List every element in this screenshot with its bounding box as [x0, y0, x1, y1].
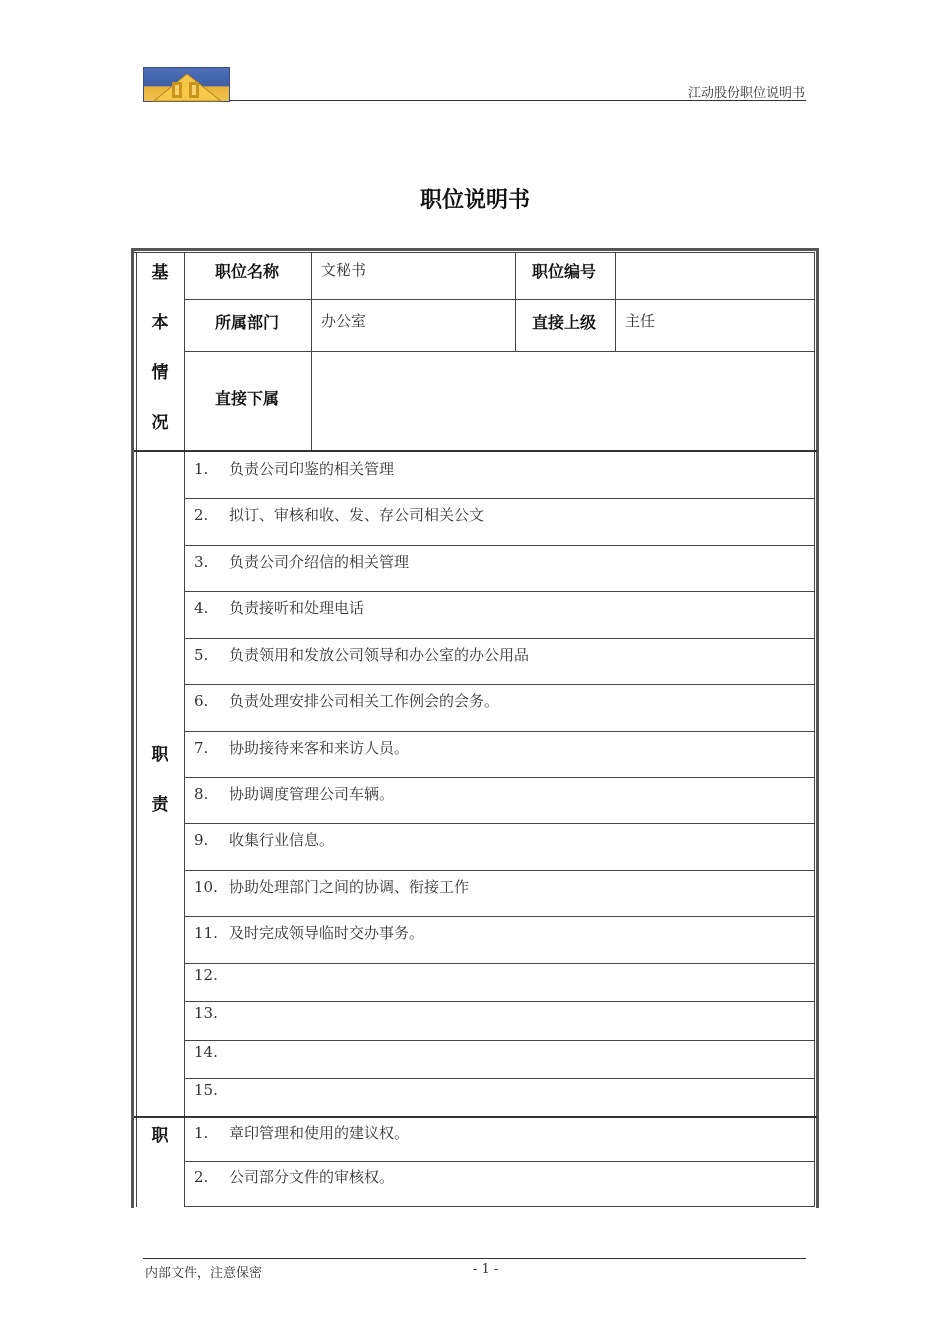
- table-rule: [184, 916, 815, 917]
- duty-item-num: 12.: [194, 966, 218, 984]
- department-label: 所属部门: [215, 313, 280, 332]
- table-rule: [184, 498, 815, 499]
- duty-item: [194, 644, 529, 665]
- authority-item: [194, 1122, 409, 1143]
- duty-item-num: 3.: [194, 553, 209, 571]
- table-rule: [814, 252, 815, 1207]
- table-rule: [184, 1206, 815, 1207]
- table-rule: [184, 684, 815, 685]
- duty-item: [194, 690, 499, 711]
- company-logo: [143, 67, 230, 102]
- logo-mark-icon: [144, 68, 231, 103]
- table-rule: [615, 252, 616, 351]
- superior-value: 主任: [625, 312, 656, 330]
- duty-item-num: 7.: [194, 739, 209, 757]
- table-rule: [515, 252, 516, 351]
- duty-item: [194, 1004, 229, 1022]
- authority-item: [194, 1166, 394, 1187]
- duty-item-num: 8.: [194, 785, 209, 803]
- duty-item-num: 4.: [194, 599, 209, 617]
- basic-section-label-4: 况: [151, 413, 169, 433]
- table-rule: [184, 1161, 815, 1162]
- duty-item: [194, 829, 334, 850]
- table-rule: [184, 870, 815, 871]
- duty-item-num: 9.: [194, 831, 209, 849]
- table-rule: [184, 1040, 815, 1041]
- position-name-value: 文秘书: [321, 261, 367, 279]
- duty-item: [194, 597, 364, 618]
- duty-item-num: 13.: [194, 1004, 218, 1022]
- duty-item-text: 及时完成领导临时交办事务。: [229, 924, 425, 942]
- duty-item-num: 11.: [194, 924, 218, 942]
- duty-item: [194, 504, 484, 525]
- table-rule: [184, 777, 815, 778]
- duty-item: [194, 783, 394, 804]
- authority-item-text: 公司部分文件的审核权。: [229, 1168, 395, 1186]
- duty-item-text: 负责处理安排公司相关工作例会的会务。: [229, 692, 500, 710]
- table-rule: [184, 591, 815, 592]
- duty-item: [194, 1043, 229, 1061]
- table-rule: [184, 1001, 815, 1002]
- duty-item-text: 协助接待来客和来访人员。: [229, 739, 410, 757]
- duty-item-text: 拟订、审核和收、发、存公司相关公文: [229, 506, 485, 524]
- header-doc-label: 江动股份职位说明书: [687, 86, 805, 101]
- duty-item: [194, 876, 469, 897]
- footer-page-number: - 1 -: [473, 1262, 499, 1277]
- duty-item-text: 负责领用和发放公司领导和办公室的办公用品: [229, 646, 530, 664]
- duty-item: [194, 922, 424, 943]
- position-name-label: 职位名称: [215, 262, 280, 281]
- table-rule: [184, 1078, 815, 1079]
- duty-item: [194, 458, 394, 479]
- header-rule: [230, 100, 806, 101]
- table-rule: [184, 452, 185, 1207]
- authority-item-num: 1.: [194, 1124, 209, 1142]
- duty-item: [194, 551, 409, 572]
- table-rule: [184, 731, 815, 732]
- page-title: 职位说明书: [419, 188, 530, 213]
- duty-item-num: 6.: [194, 692, 209, 710]
- table-rule: [184, 638, 815, 639]
- section-rule: [134, 1116, 817, 1118]
- section-rule: [134, 450, 817, 452]
- duty-item-text: 负责接听和处理电话: [229, 599, 365, 617]
- duty-item-text: 负责公司印鉴的相关管理: [229, 460, 395, 478]
- table-rule: [136, 252, 137, 1207]
- duty-item: [194, 966, 229, 984]
- duty-item-num: 14.: [194, 1043, 218, 1061]
- table-rule: [134, 252, 815, 253]
- duty-item: [194, 1081, 229, 1099]
- footer-confidential-note: 内部文件，注意保密: [145, 1266, 263, 1281]
- department-value: 办公室: [321, 312, 367, 330]
- basic-section-label-2: 本: [151, 313, 169, 333]
- table-rule: [184, 963, 815, 964]
- table-rule: [184, 299, 815, 300]
- duty-item-text: 协助处理部门之间的协调、衔接工作: [229, 878, 470, 896]
- authority-item-text: 章印管理和使用的建议权。: [229, 1124, 410, 1142]
- duty-item-text: 负责公司介绍信的相关管理: [229, 553, 410, 571]
- duties-section-label-2: 责: [151, 795, 169, 815]
- table-rule: [184, 545, 815, 546]
- duty-item-text: 协助调度管理公司车辆。: [229, 785, 395, 803]
- table-rule: [184, 823, 815, 824]
- authority-item-num: 2.: [194, 1168, 209, 1186]
- duty-item: [194, 737, 409, 758]
- superior-label: 直接上级: [532, 313, 597, 332]
- position-code-label: 职位编号: [532, 262, 597, 281]
- basic-section-label-1: 基: [151, 263, 169, 283]
- duties-section-label-1: 职: [151, 745, 169, 765]
- basic-section-label-3: 情: [151, 363, 169, 383]
- table-rule: [184, 351, 815, 352]
- duty-item-num: 1.: [194, 460, 209, 478]
- duty-item-num: 2.: [194, 506, 209, 524]
- subordinate-label: 直接下属: [215, 389, 280, 408]
- footer-rule: [143, 1258, 806, 1259]
- duty-item-num: 10.: [194, 878, 218, 896]
- duty-item-num: 15.: [194, 1081, 218, 1099]
- duty-item-text: 收集行业信息。: [229, 831, 335, 849]
- duty-item-num: 5.: [194, 646, 209, 664]
- authority-section-label: 职: [151, 1126, 169, 1146]
